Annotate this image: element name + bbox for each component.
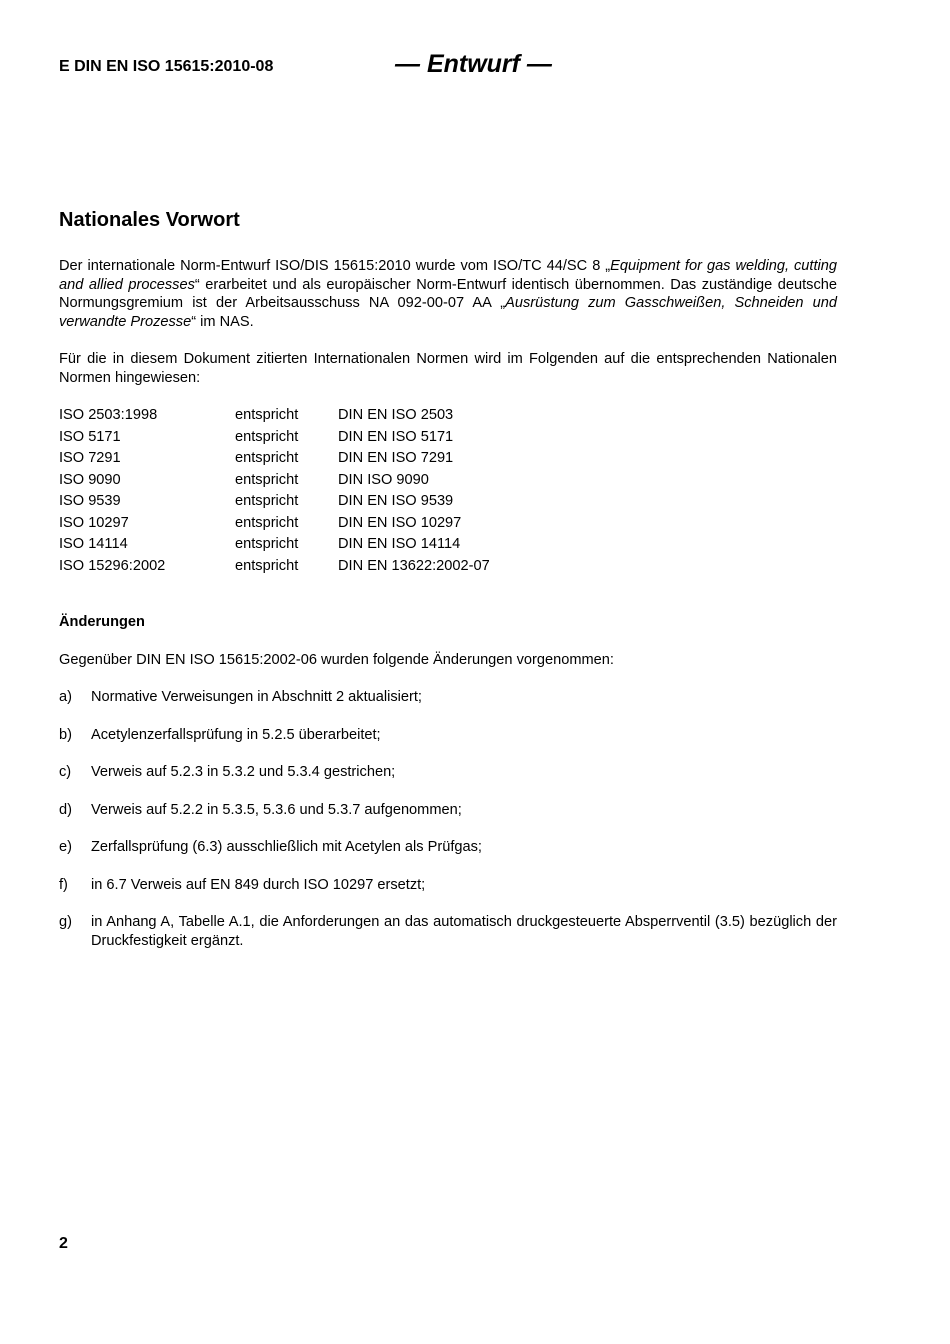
national-standard: DIN EN ISO 10297 [338,514,462,531]
national-standard: DIN EN 13622:2002-07 [338,557,490,574]
international-standard: ISO 10297 [59,514,129,531]
national-standard: DIN ISO 9090 [338,471,429,488]
draft-label: — Entwurf — [395,50,552,78]
list-text: Verweis auf 5.2.3 in 5.3.2 und 5.3.4 gestrichen; [91,764,396,780]
norm-correspondence-table [59,405,490,577]
list-item [59,913,837,950]
paragraph-text: “ erarbeitet und als europäischer Norm-Entwurf identisch übernommen. Das zuständige deutsche Normungsgremium ist der Arbeitsausschuss NA 092-00-07 AA „ [59,276,838,311]
reference-intro-paragraph: Für die in diesem Dokument zitierten Internationalen Normen wird im Folgenden auf die entsprechenden Nationalen Normen hingewiesen: [59,351,837,386]
national-standard: DIN EN ISO 2503 [338,407,454,423]
international-standard: ISO 14114 [59,536,128,552]
list-text: Normative Verweisungen in Abschnitt 2 aktualisiert; [91,689,422,705]
relation: entspricht [235,536,299,552]
national-standard: DIN EN ISO 7291 [338,450,454,466]
document-id: E DIN EN ISO 15615:2010-08 [59,58,274,75]
paragraph-text: Der internationale Norm-Entwurf ISO/DIS 15615:2010 wurde vom ISO/TC 44/SC 8 „ [59,258,611,274]
table-row [59,427,490,449]
relation: entspricht [235,493,299,509]
list-item [59,876,837,895]
list-marker: d) [59,802,72,818]
international-standard: ISO 5171 [59,428,121,445]
relation: entspricht [235,407,299,423]
foreword-paragraph [59,257,837,331]
table-row [59,470,490,492]
list-marker: c) [59,764,72,780]
list-marker: e) [59,839,72,855]
table-row [59,534,490,556]
committee-title-en: Equipment for gas welding, cutting and allied processes [59,258,837,293]
table-row [59,405,490,427]
international-standard: ISO 15296:2002 [59,557,166,574]
list-text: in 6.7 Verweis auf EN 849 durch ISO 10297 ersetzt; [91,877,426,893]
list-item [59,801,837,820]
paragraph-text: “ im NAS. [191,313,254,330]
list-item [59,688,837,707]
relation: entspricht [235,514,299,531]
table-row [59,513,490,535]
list-item [59,726,837,745]
list-marker: g) [59,914,72,930]
national-standard: DIN EN ISO 5171 [338,428,454,445]
table-row [59,448,490,470]
table-row [59,556,490,578]
page-number: 2 [59,1235,68,1252]
national-standard: DIN EN ISO 9539 [338,493,454,509]
list-text: Verweis auf 5.2.2 in 5.3.5, 5.3.6 und 5.3.7 aufgenommen; [91,802,462,818]
relation: entspricht [235,428,299,445]
international-standard: ISO 9090 [59,471,121,488]
relation: entspricht [235,471,299,488]
list-item [59,763,837,782]
section-title: Nationales Vorwort [59,209,240,231]
list-marker: a) [59,689,72,705]
list-marker: b) [59,727,72,743]
list-marker: f) [59,877,68,893]
relation: entspricht [235,557,299,574]
national-standard: DIN EN ISO 14114 [338,536,461,552]
changes-intro: Gegenüber DIN EN ISO 15615:2002-06 wurden folgende Änderungen vorgenommen: [59,652,614,668]
relation: entspricht [235,450,299,466]
list-item [59,838,837,857]
list-text: Acetylenzerfallsprüfung in 5.2.5 überarbeitet; [91,727,381,743]
international-standard: ISO 9539 [59,493,121,509]
changes-heading: Änderungen [59,614,145,630]
international-standard: ISO 2503:1998 [59,407,158,423]
list-text: in Anhang A, Tabelle A.1, die Anforderungen an das automatisch druckgesteuerte Absperrventil (3.5) bezüglich der Druckfestigkeit ergänzt. [91,914,837,949]
international-standard: ISO 7291 [59,450,121,466]
committee-title-de: Ausrüstung zum Gasschweißen, Schneiden und verwandte Prozesse [59,295,837,330]
table-row [59,491,490,513]
list-text: Zerfallsprüfung (6.3) ausschließlich mit Acetylen als Prüfgas; [91,839,482,855]
